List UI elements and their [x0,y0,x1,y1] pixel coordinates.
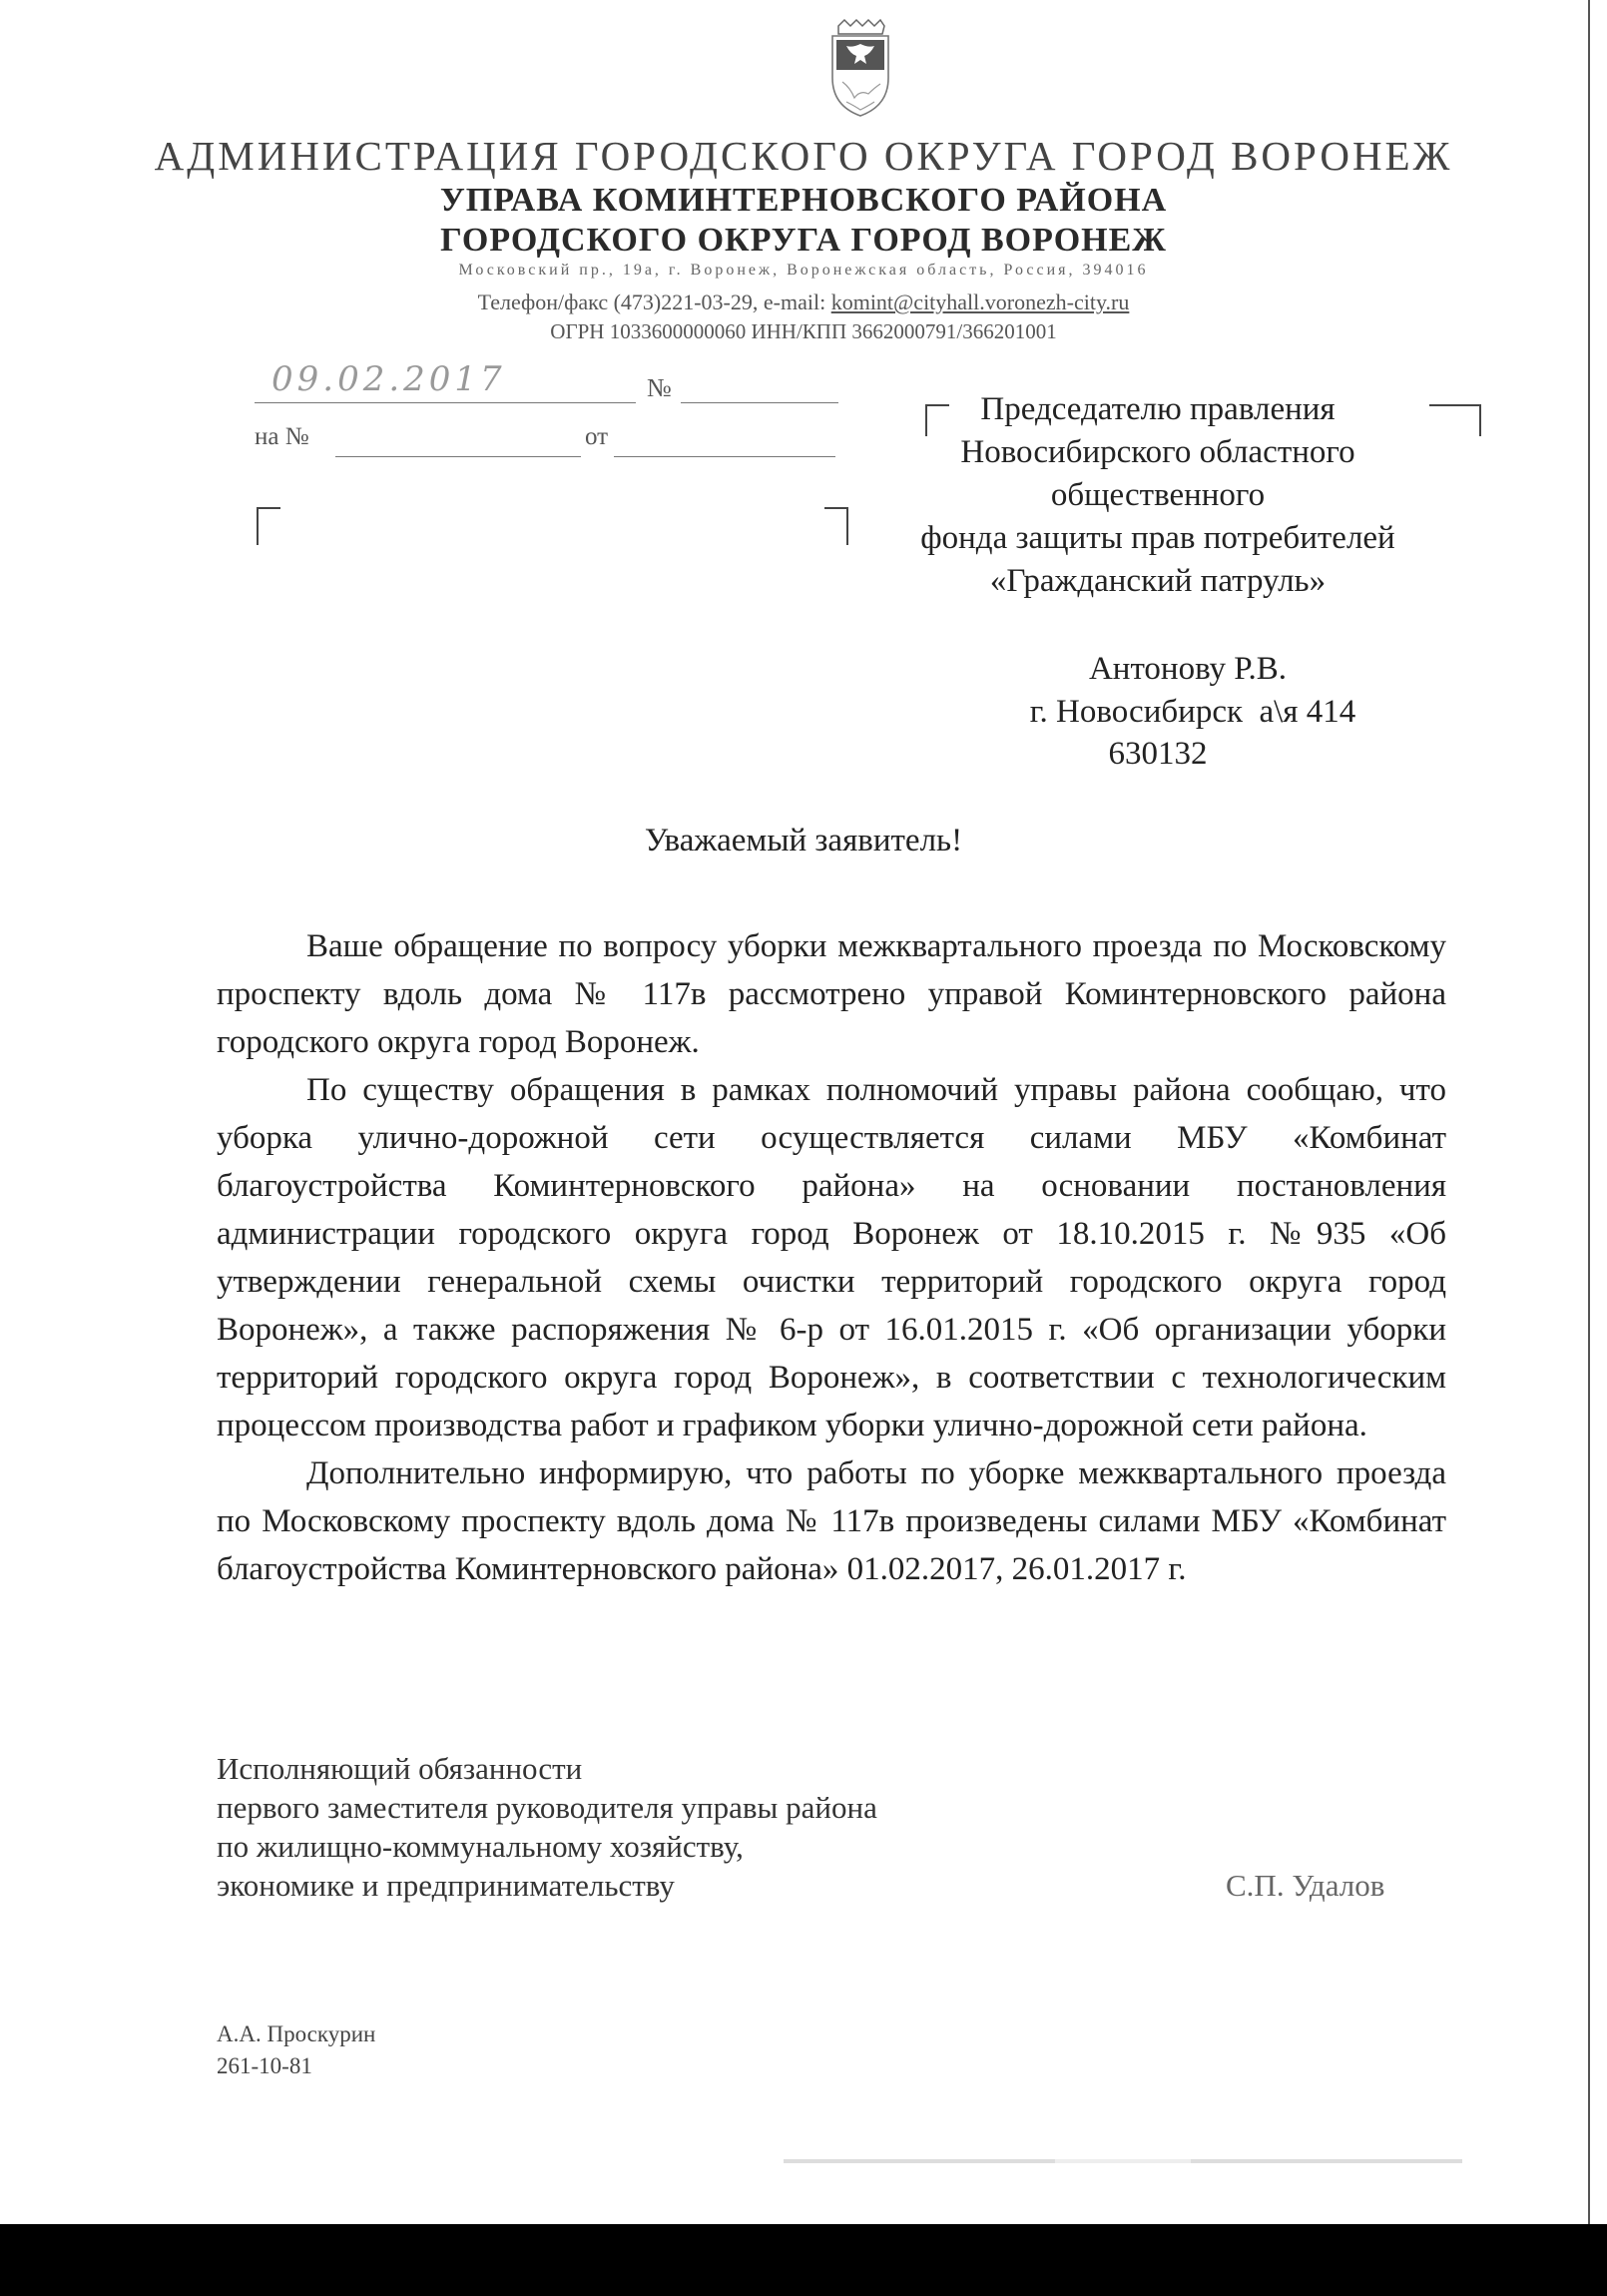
letterhead-address: Московский пр., 19а, г. Воронеж, Воронежская область, Россия, 394016 [458,262,1149,279]
recipient-block [878,388,1437,603]
signer-name: С.П. Удалов [1226,1868,1385,1903]
recipient-line: «Гражданский патруль» [989,563,1327,599]
body-paragraph: Ваше обращение по вопросу уборки межквартального проезда по Московскому проспекту вдоль дома № 117в рассмотрено управой Коминтерновского района городского округа город Воронеж. [217,928,1446,1060]
body-paragraph: Дополнительно информирую, что работы по уборке межквартального проезда по Московскому проспекту вдоль дома № 117в произведены силами МБУ «Комбинат благоустройства Коминтерновского района» 01.02.2017, 26.01.2017 г. [217,1455,1446,1587]
email-link[interactable]: komint@cityhall.voronezh-city.ru [830,289,1130,314]
phone-fax: Телефон/факс (473)221-03-29, e-mail: [477,289,831,314]
letterhead-ogrn: ОГРН 1033600000060 ИНН/КПП 3662000791/366201001 [550,319,1057,343]
outgoing-number-label: № [647,373,672,402]
recipient-postcode: 630132 [1108,736,1208,772]
letterhead-contact [0,289,1607,315]
recipient-line: общественного [1050,477,1266,513]
signature-line: по жилищно-коммунальному хозяйству, [217,1829,744,1864]
outgoing-number-line [681,402,838,403]
recipient-line: фонда защиты прав потребителей [920,520,1395,556]
signature-line: Исполняющий обязанности [217,1751,583,1786]
body-paragraph: По существу обращения в рамках полномочий управы района сообщаю, что уборка улично-дорожной сети осуществляется силами МБУ «Комбинат благоустройства Коминтерновского района» на основании постановления администрации городского округа город Воронеж от 18.10.2015 г. №935 «Об утверждении генеральной схемы очистки территорий городского округа город Воронеж», а также распоряжения № 6-р от 16.01.2015 г. «Об организации уборки территорий городского округа город Воронеж», в соответствии с технологическим процессом производства работ и графиком уборки улично-дорожной сети района. [217,1072,1446,1443]
recipient-name: Антонову Р.В. [1088,651,1288,687]
left-bracket-open [257,507,280,545]
reference-date-label: от [585,423,609,450]
uprava-title-line2: ГОРОДСКОГО ОКРУГА ГОРОД ВОРОНЕЖ [440,222,1167,259]
signature-position [217,1749,1035,1905]
signature-line: экономике и предпринимательству [217,1868,675,1903]
reference-number-label: на № [255,423,309,450]
printer-mark [784,2159,1462,2163]
recipient-address: г. Новосибирск а\я 414 [1029,694,1356,730]
salutation: Уважаемый заявитель! [644,823,963,859]
executor-name: А.А. Проскурин [217,2021,376,2046]
reference-date-line [614,456,835,457]
coat-of-arms-icon [824,18,896,118]
executor-block [217,2018,375,2082]
recipient-line: Новосибирского областного [960,434,1355,470]
uprava-title-line1: УПРАВА КОМИНТЕРНОВСКОГО РАЙОНА [439,182,1168,219]
recipient-line: Председателю правления [980,391,1336,427]
letter-body [217,922,1446,1593]
handwritten-date: 09.02.2017 [271,359,506,399]
scan-edge [1588,0,1590,2224]
date-line [255,402,636,403]
administration-title: АДМИНИСТРАЦИЯ ГОРОДСКОГО ОКРУГА ГОРОД ВОРОНЕЖ [154,133,1453,179]
reference-number-line [335,456,581,457]
left-bracket-close [824,507,848,545]
executor-phone: 261-10-81 [217,2053,312,2078]
signature-line: первого заместителя руководителя управы района [217,1790,877,1825]
